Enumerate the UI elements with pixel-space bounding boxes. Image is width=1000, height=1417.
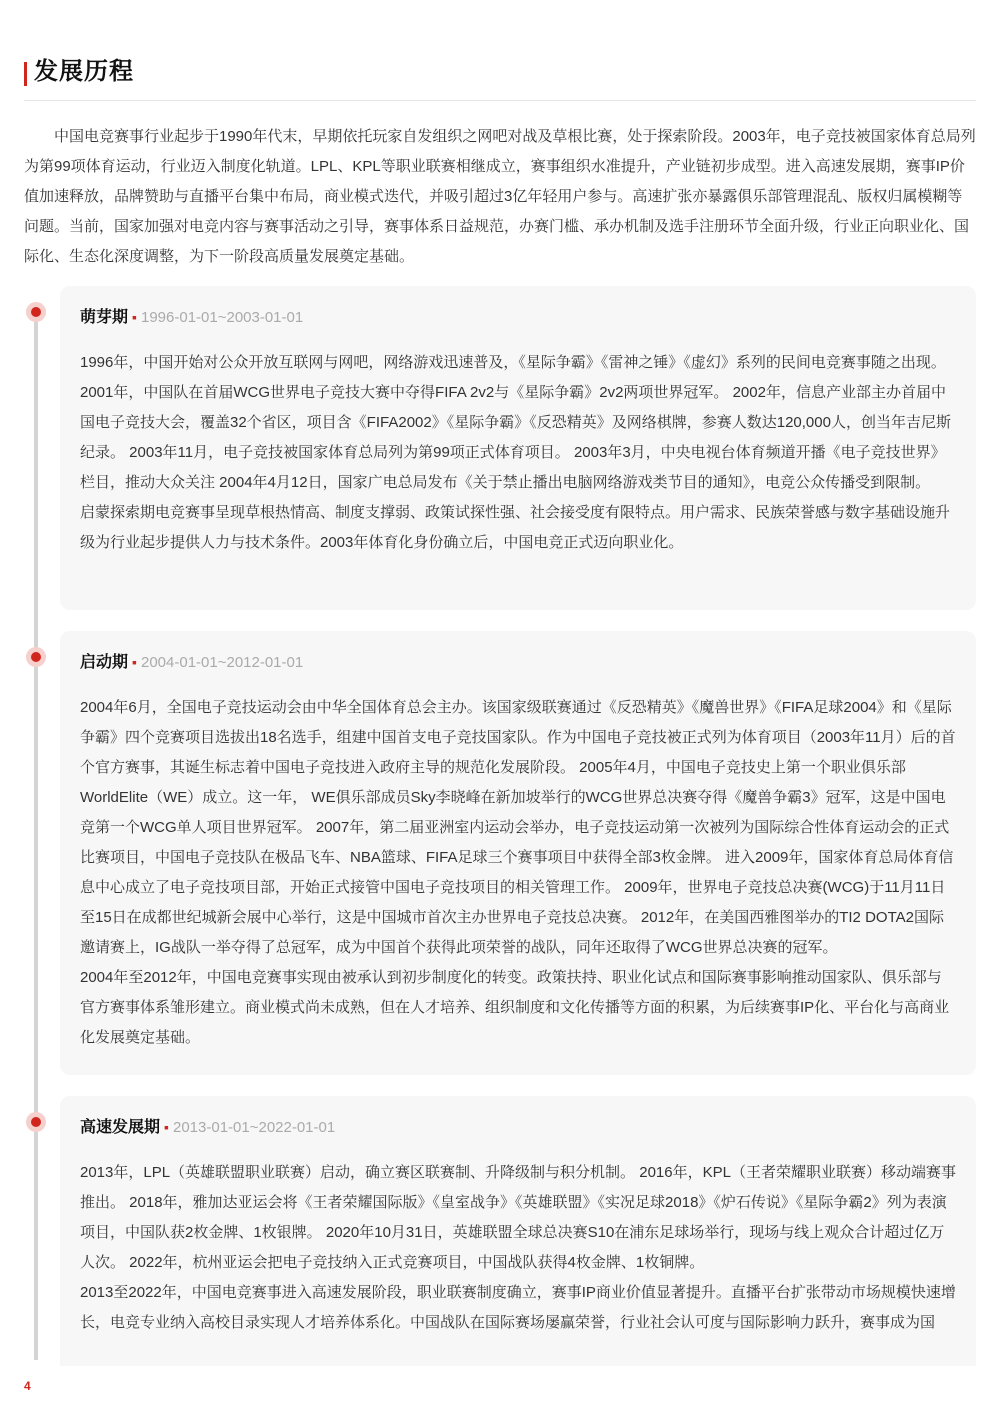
stage-date-range: 2013-01-01~2022-01-01 bbox=[172, 1119, 336, 1136]
stage-date-range: 2004-01-01~2012-01-01 bbox=[140, 654, 304, 671]
timeline-line bbox=[34, 312, 38, 1360]
stage-header bbox=[80, 1114, 956, 1140]
stage-separator: ▪ bbox=[132, 309, 137, 325]
stage-separator: ▪ bbox=[164, 1119, 169, 1135]
page-number: 4 bbox=[24, 1379, 31, 1393]
stage-date-range: 1996-01-01~2003-01-01 bbox=[140, 309, 304, 326]
stage-card bbox=[60, 1096, 976, 1366]
stage-events: 2013年，LPL（英雄联盟职业联赛）启动，确立赛区联赛制、升降级制与积分机制。 2016年，KPL（王者荣耀职业联赛）移动端赛事推出。 2018年，雅加达亚运会将《王者荣耀国际版》《皇室战争》《英雄联盟》《实况足球2018》《炉石传说》《星际争霸2》列为表演项目，中国队获2枚金牌、1枚银牌。 2020年10月31日，英雄联盟全球总决赛S10在浦东足球场举行，现场与线上观众合计超过亿万人次。 2022年，杭州亚运会把电子竞技纳入正式竞赛项目，中国战队获得4枚金牌、1枚铜牌。 bbox=[80, 1164, 956, 1271]
stage-name: 启动期 bbox=[80, 654, 129, 671]
timeline-dot bbox=[31, 307, 41, 317]
stage-summary: 2004年至2012年，中国电竞赛事实现由被承认到初步制度化的转变。政策扶持、职业化试点和国际赛事影响推动国家队、俱乐部与官方赛事体系雏形建立。商业模式尚未成熟，但在人才培养、组织制度和文化传播等方面的积累，为后续赛事IP化、平台化与高商业化发展奠定基础。 bbox=[80, 969, 950, 1046]
stage-summary: 启蒙探索期电竞赛事呈现草根热情高、制度支撑弱、政策试探性强、社会接受度有限特点。用户需求、民族荣誉感与数字基础设施升级为行业起步提供人力与技术条件。2003年体育化身份确立后，中国电竞正式迈向职业化。 bbox=[80, 504, 951, 551]
title-accent-bar bbox=[24, 62, 27, 86]
page-header bbox=[24, 56, 976, 101]
page-title: 发展历程 bbox=[34, 58, 134, 85]
stage-name: 萌芽期 bbox=[80, 309, 129, 326]
stage-events: 1996年，中国开始对公众开放互联网与网吧，网络游戏迅速普及，《星际争霸》《雷神之锤》《虚幻》系列的民间电竞赛事随之出现。 2001年，中国队在首届WCG世界电子竞技大赛中夺得FIFA 2v2与《星际争霸》2v2两项世界冠军。 2002年，信息产业部主办首届中国电子竞技大会，覆盖32个省区，项目含《FIFA2002》《星际争霸》《反恐精英》及网络棋牌，参赛人数达120,000人，创当年吉尼斯纪录。 2003年11月，电子竞技被国家体育总局列为第99项正式体育项目。 2003年3月，中央电视台体育频道开播《电子竞技世界》栏目，推动大众关注 2004年4月12日，国家广电总局发布《关于禁止播出电脑网络游戏类节目的通知》，电竞公众传播受到限制。 bbox=[80, 354, 951, 491]
stage-name: 高速发展期 bbox=[80, 1119, 161, 1136]
stage-header bbox=[80, 649, 956, 675]
stage-summary: 2013至2022年，中国电竞赛事进入高速发展阶段，职业联赛制度确立，赛事IP商业价值显著提升。直播平台扩张带动市场规模快速增长，电竞专业纳入高校目录实现人才培养体系化。中国战队在国际赛场屡赢荣誉，行业社会认可度与国际影响力跃升，赛事成为国 bbox=[80, 1284, 956, 1331]
stage-separator: ▪ bbox=[132, 654, 137, 670]
stage-header bbox=[80, 304, 956, 330]
timeline-dot bbox=[31, 1117, 41, 1127]
timeline-dot bbox=[31, 652, 41, 662]
intro-paragraph: 中国电竞赛事行业起步于1990年代末，早期依托玩家自发组织之网吧对战及草根比赛，处于探索阶段。2003年，电子竞技被国家体育总局列为第99项体育运动，行业迈入制度化轨道。LPL、KPL等职业联赛相继成立，赛事组织水准提升，产业链初步成型。进入高速发展期，赛事IP价值加速释放，品牌赞助与直播平台集中布局，商业模式迭代，并吸引超过3亿年轻用户参与。高速扩张亦暴露俱乐部管理混乱、版权归属模糊等问题。当前，国家加强对电竞内容与赛事活动之引导，赛事体系日益规范，办赛门槛、承办机制及选手注册环节全面升级，行业正向职业化、国际化、生态化深度调整，为下一阶段高质量发展奠定基础。 bbox=[24, 128, 976, 265]
stage-card bbox=[60, 286, 976, 610]
stage-card bbox=[60, 631, 976, 1075]
stage-events: 2004年6月，全国电子竞技运动会由中华全国体育总会主办。该国家级联赛通过《反恐精英》《魔兽世界》《FIFA足球2004》和《星际争霸》四个竞赛项目选拔出18名选手，组建中国首支电子竞技国家队。作为中国电子竞技被正式列为体育项目（2003年11月）后的首个官方赛事，其诞生标志着中国电子竞技进入政府主导的规范化发展阶段。 2005年4月，中国电子竞技史上第一个职业俱乐部WorldElite（WE）成立。这一年， WE俱乐部成员Sky李晓峰在新加坡举行的WCG世界总决赛夺得《魔兽争霸3》冠军，这是中国电竞第一个WCG单人项目世界冠军。 2007年，第二届亚洲室内运动会举办，电子竞技运动第一次被列为国际综合性体育运动会的正式比赛项目，中国电子竞技队在极品飞车、NBA篮球、FIFA足球三个赛事项目中获得全部3枚金牌。 进入2009年，国家体育总局体育信息中心成立了电子竞技项目部，开始正式接管中国电子竞技项目的相关管理工作。 2009年，世界电子竞技总决赛(WCG)于11月11日至15日在成都世纪城新会展中心举行，这是中国城市首次主办世界电子竞技总决赛。 2012年，在美国西雅图举办的TI2 DOTA2国际邀请赛上，IG战队一举夺得了总冠军，成为中国首个获得此项荣誉的战队，同年还取得了WCG世界总决赛的冠军。 bbox=[80, 699, 956, 956]
